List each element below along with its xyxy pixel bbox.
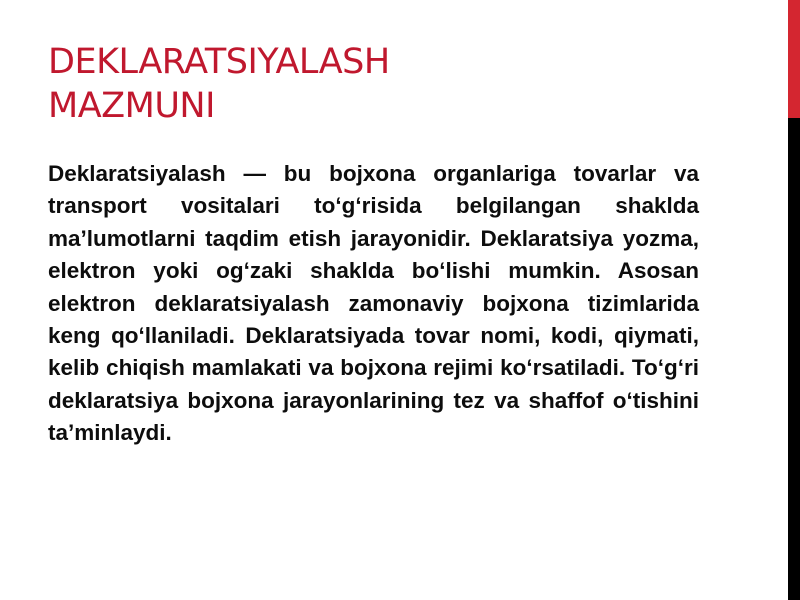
accent-side-bar <box>788 0 800 600</box>
accent-bar-red-segment <box>788 0 800 118</box>
slide-title-line-2: MAZMUNI <box>48 86 215 126</box>
slide-title <box>48 40 748 128</box>
slide-body-text: Deklaratsiyalash — bu bojxona organlariga tovarlar va transport vositalari to‘g‘risida belgilangan shaklda ma’lumotlarni taqdim etish jarayonidir. Deklaratsiya yozma, elektron yoki og‘zaki shaklda bo‘lishi mumkin. Asosan elektron deklaratsiyalash zamonaviy bojxona tizimlarida keng qo‘llaniladi. Deklaratsiyada tovar nomi, kodi, qiymati, kelib chiqish mamlakati va bojxona rejimi ko‘rsatiladi. To‘g‘ri deklaratsiya bojxona jarayonlarining tez va shaffof o‘tishini ta’minlaydi. <box>48 161 699 446</box>
slide-title-line-1: DEKLARATSIYALASH <box>48 42 390 82</box>
accent-bar-black-segment <box>788 118 800 600</box>
